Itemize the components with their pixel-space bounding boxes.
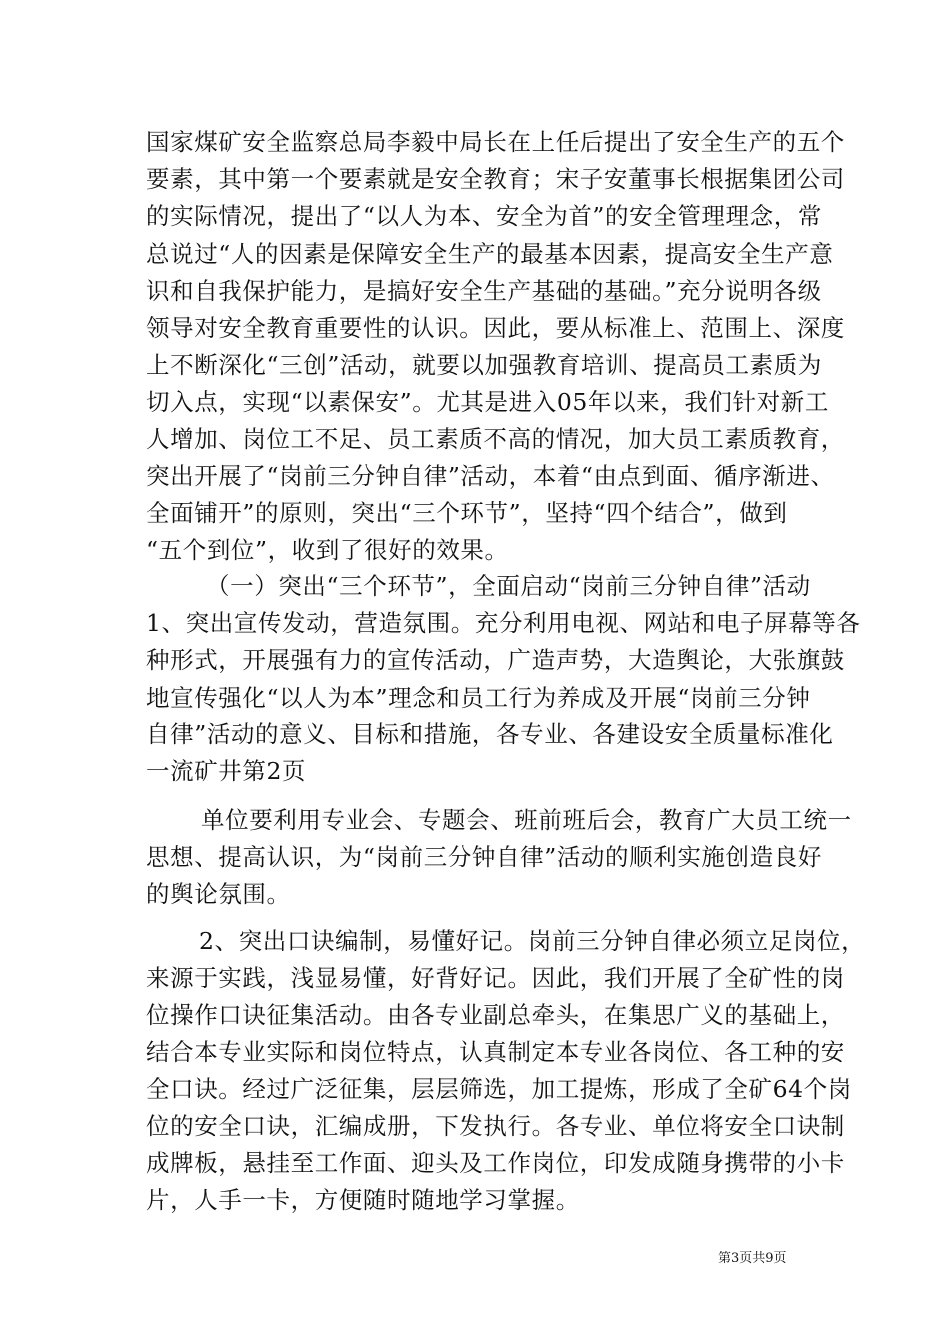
body-text-line: 要素，其中第一个要素就是安全教育；宋子安董事长根据集团公司	[146, 165, 845, 193]
body-text-line: 片，人手一卡，方便随时随地学习掌握。	[146, 1186, 580, 1214]
body-text-line: 种形式，开展强有力的宣传活动，广造声势，大造舆论，大张旗鼓	[146, 646, 845, 674]
body-text-line: 突出开展了“岗前三分钟自律”活动，本着“由点到面、循序渐进、	[146, 462, 835, 490]
body-text-line: 位操作口诀征集活动。由各专业副总牵头，在集思广义的基础上，	[146, 1001, 845, 1029]
body-text-line: 国家煤矿安全监察总局李毅中局长在上任后提出了安全生产的五个	[146, 128, 845, 156]
body-text-line: 领导对安全教育重要性的认识。因此，要从标准上、范围上、深度	[146, 314, 845, 342]
body-text-line: 结合本专业实际和岗位特点，认真制定本专业各岗位、各工种的安	[146, 1038, 845, 1066]
body-text-line: 位的安全口诀，汇编成册，下发执行。各专业、单位将安全口诀制	[146, 1112, 845, 1140]
body-text-line: 的实际情况，提出了“以人为本、安全为首”的安全管理理念，常	[146, 202, 822, 230]
body-text-line: 识和自我保护能力，是搞好安全生产基础的基础。”充分说明各级	[146, 277, 822, 305]
body-text-line: 全口诀。经过广泛征集，层层筛选，加工提炼，形成了全矿64个岗	[146, 1075, 852, 1103]
body-text-line: 一流矿井第2页	[146, 757, 307, 785]
body-text-line: 成牌板，悬挂至工作面、迎头及工作岗位，印发成随身携带的小卡	[146, 1149, 845, 1177]
body-text-line: 1、突出宣传发动，营造氛围。充分利用电视、网站和电子屏幕等各	[146, 609, 861, 637]
body-text-line: “五个到位”，收到了很好的效果。	[146, 536, 509, 564]
page-number: 第3页共9页	[718, 1251, 787, 1266]
body-text-line: 的舆论氛围。	[146, 880, 291, 908]
body-text-line: 地宣传强化“以人为本”理念和员工行为养成及开展“岗前三分钟	[146, 684, 811, 712]
body-text-line: 上不断深化“三创”活动，就要以加强教育培训、提高员工素质为	[146, 351, 822, 379]
body-text-line: 2、突出口诀编制，易懂好记。岗前三分钟自律必须立足岗位，	[199, 927, 866, 955]
body-text-line: 来源于实践，浅显易懂，好背好记。因此，我们开展了全矿性的岗	[146, 964, 845, 992]
body-text-line: 人增加、岗位工不足、员工素质不高的情况，加大员工素质教育，	[146, 425, 845, 453]
body-text-line: 切入点，实现“以素保安”。尤其是进入05年以来，我们针对新工	[146, 388, 829, 416]
body-text-line: 单位要利用专业会、专题会、班前班后会，教育广大员工统一	[201, 806, 852, 834]
section-heading: （一）突出“三个环节”，全面启动“岗前三分钟自律”活动	[206, 572, 811, 600]
body-text-line: 总说过“人的因素是保障安全生产的最基本因素，提高安全生产意	[146, 240, 834, 268]
body-text-line: 思想、提高认识，为“岗前三分钟自律”活动的顺利实施创造良好	[146, 843, 822, 871]
body-text-line: 全面铺开”的原则，突出“三个环节”，坚持“四个结合”，做到	[146, 499, 788, 527]
body-text-line: 自律”活动的意义、目标和措施，各专业、各建设安全质量标准化	[146, 720, 834, 748]
